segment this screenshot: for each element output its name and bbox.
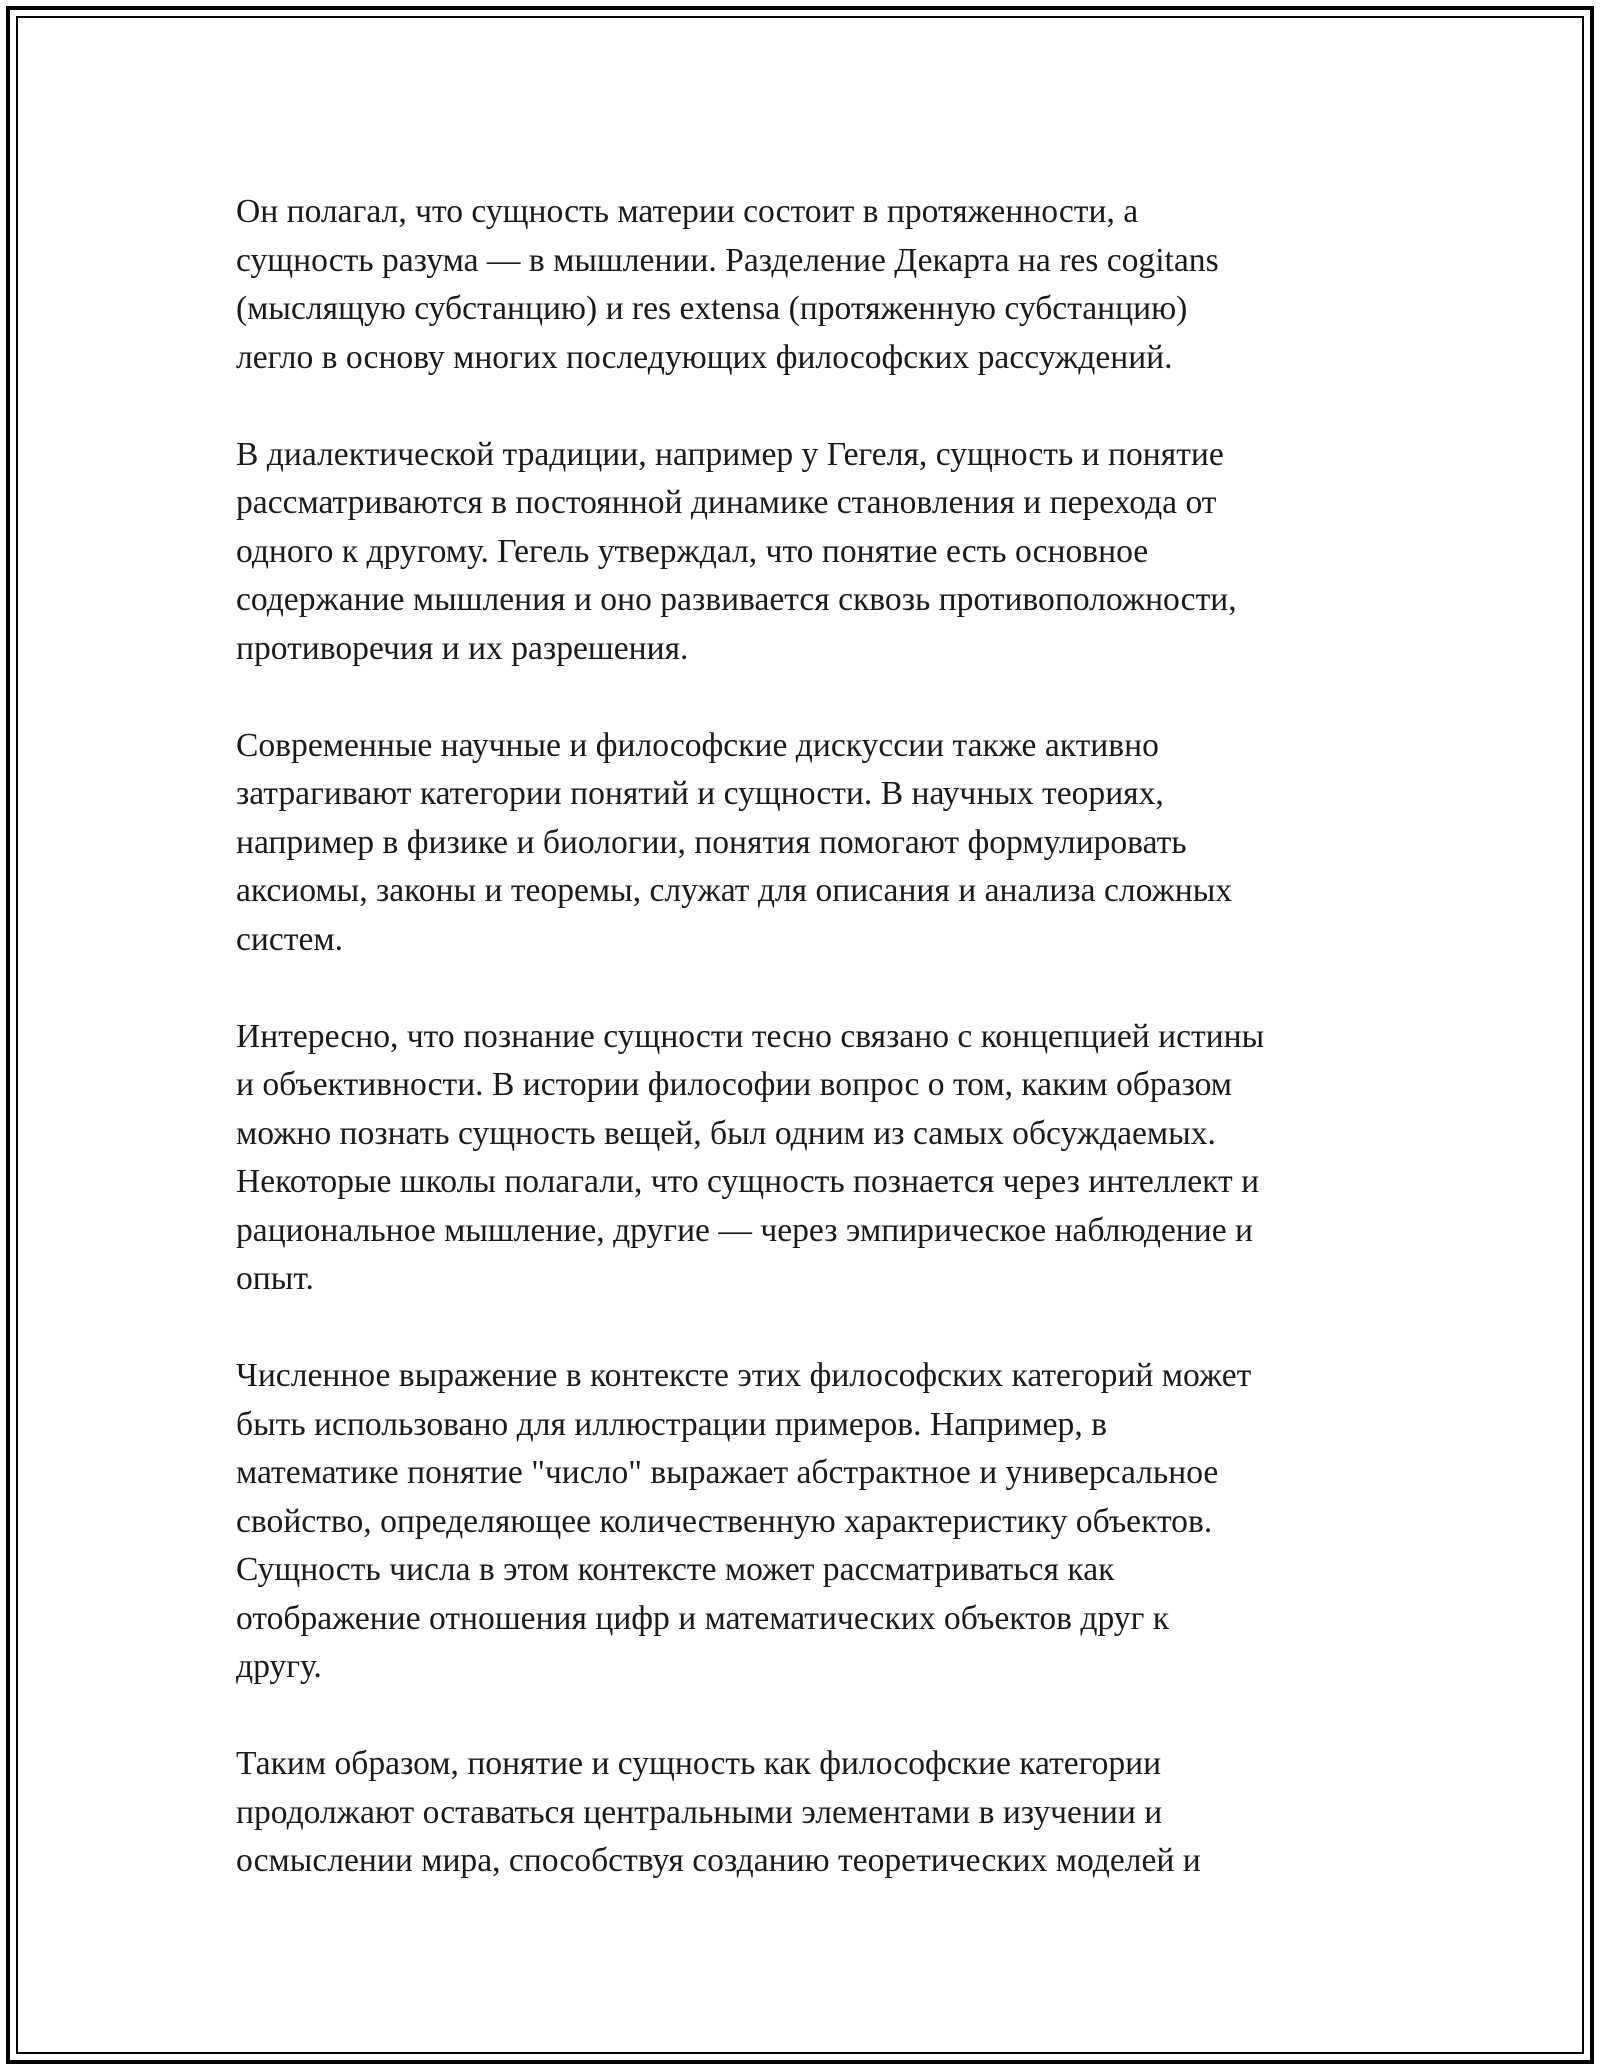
paragraph-numeric-expression: Численное выражение в контексте этих философских категорий может быть использовано для иллюстрации примеров. Например, в математике понятие "число" выражает абстрактное и универсальное свойство, определяющее количественную характеристику объектов. Сущность числа в этом контексте может рассматриваться как отображение отношения цифр и математических объектов друг к другу. (236, 1357, 1252, 1685)
paragraph-conclusion: Таким образом, понятие и сущность как философские категории продолжают оставаться центральными элементами в изучении и осмыслении мира, способствуя созданию теоретических моделей и (236, 1745, 1201, 1879)
document-body (236, 188, 1376, 1934)
paragraph-modern-discussions: Современные научные и философские дискуссии также активно затрагивают категории понятий и сущности. В научных теориях, например в физике и биологии, понятия помогают формулировать аксиомы, законы и теоремы, служат для описания и анализа сложных систем. (236, 726, 1233, 958)
paragraph-knowledge-of-essence: Интересно, что познание сущности тесно связано с концепцией истины и объективности. В истории философии вопрос о том, каким образом можно познать сущность вещей, был одним из самых обсуждаемых. Некоторые школы полагали, что сущность познается через интеллект и рациональное мышление, другие — через эмпирическое наблюдение и опыт. (236, 1017, 1265, 1297)
paragraph-hegel: В диалектической традиции, например у Гегеля, сущность и понятие рассматриваются в постоянной динамике становления и перехода от одного к другому. Гегель утверждал, что понятие есть основное содержание мышления и оно развивается сквозь противоположности, противоречия и их разрешения. (236, 435, 1237, 667)
paragraph-descartes: Он полагал, что сущность материи состоит в протяженности, а сущность разума — в мышлении. Разделение Декарта на res cogitans (мыслящую субстанцию) и res extensa (протяженную субстанцию) легло в основу многих последующих философских рассуждений. (236, 193, 1219, 376)
